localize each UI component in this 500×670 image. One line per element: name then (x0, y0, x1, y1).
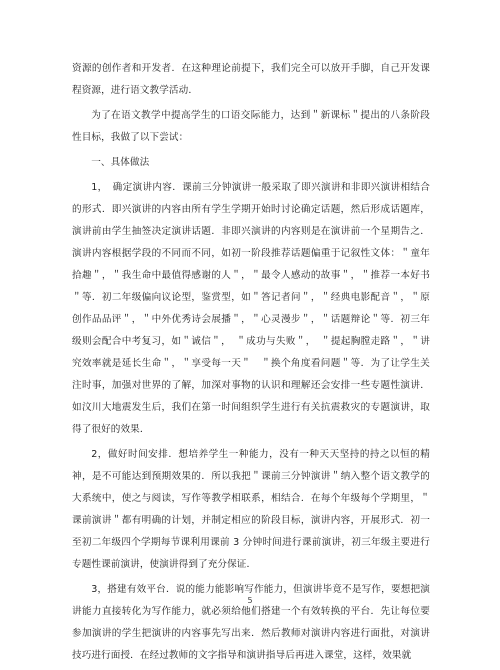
paragraph-2: 为了在语文教学中提高学生的口语交际能力，达到＂新课标＂提出的八条阶段性目标，我做了以下尝试： (72, 110, 430, 143)
paragraph-4: 2，做好时间安排．想培养学生一种能力，没有一种天天坚持的持之以恒的精神，是不可能达到预期效果的．所以我把＂课前三分钟演讲＂纳入整个语文教学的大系统中，使之与阅读，写作等教学相联系，相结合．在每个年级每个学期里，＂课前演讲＂都有明确的计划，并制定相应的阶段目标，演讲内容，开展形式．初一至初二年级四个学期每节课利用课前 3 分钟时间进行课前演讲，初三年级主要进行专题性课前演讲，使演讲得到了充分保证． (72, 449, 430, 570)
paragraph-1: 资源的创作者和开发者．在这种理论前提下，我们完全可以放开手脚，自己开发课程资源，进行语文教学活动． (72, 63, 430, 96)
page-number: 5 (247, 596, 253, 605)
document-body (72, 58, 430, 670)
paragraph-3: 1， 确定演讲内容．课前三分钟演讲一般采取了即兴演讲和非即兴演讲相结合的形式．即兴演讲的内容由所有学生学期开始时讨论确定话题，然后形成话题库，演讲前由学生抽签决定演讲话题．非即兴演讲的内容则是在演讲前一个星期告之．演讲内容根据学段的不同而不同，如初一阶段推荐话题偏重于记叙性文体：＂童年拾趣＂，＂我生命中最值得感谢的人＂，＂最令人感动的故事＂，＂推荐一本好书＂等．初二年级偏向议论型，鉴赏型，如＂答记者问＂，＂经典电影配音＂，＂原创作品品评＂，＂中外优秀诗会展播＂，＂心灵漫步＂，＂话题辩论＂等．初三年级则会配合中考复习，如＂诚信＂， ＂成功与失败＂， ＂提起胸膛走路＂，＂讲究效率就是延长生命＂，＂享受每一天＂ ＂换个角度看问题＂等．为了让学生关注时事，加强对世界的了解，加深对事物的认识和理解还会安排一些专题性演讲．如汶川大地震发生后，我们在第一时间组织学生进行有关抗震救灾的专题演讲，取得了很好的效果． (72, 182, 430, 435)
paragraph-5: 3，搭建有效平台．说的能力能影响写作能力，但演讲毕竟不是写作，要想把演讲能力直接转化为写作能力，就必须给他们搭建一个有效转换的平台．先让每位要参加演讲的学生把演讲的内容事先写出来．然后教师对演讲内容进行面批，对演讲技巧进行面授．在经过教师的文字指导和演讲指导后再进入课堂，这样，效果就 (72, 584, 430, 661)
section-heading: 一、具体做法 (91, 157, 150, 168)
